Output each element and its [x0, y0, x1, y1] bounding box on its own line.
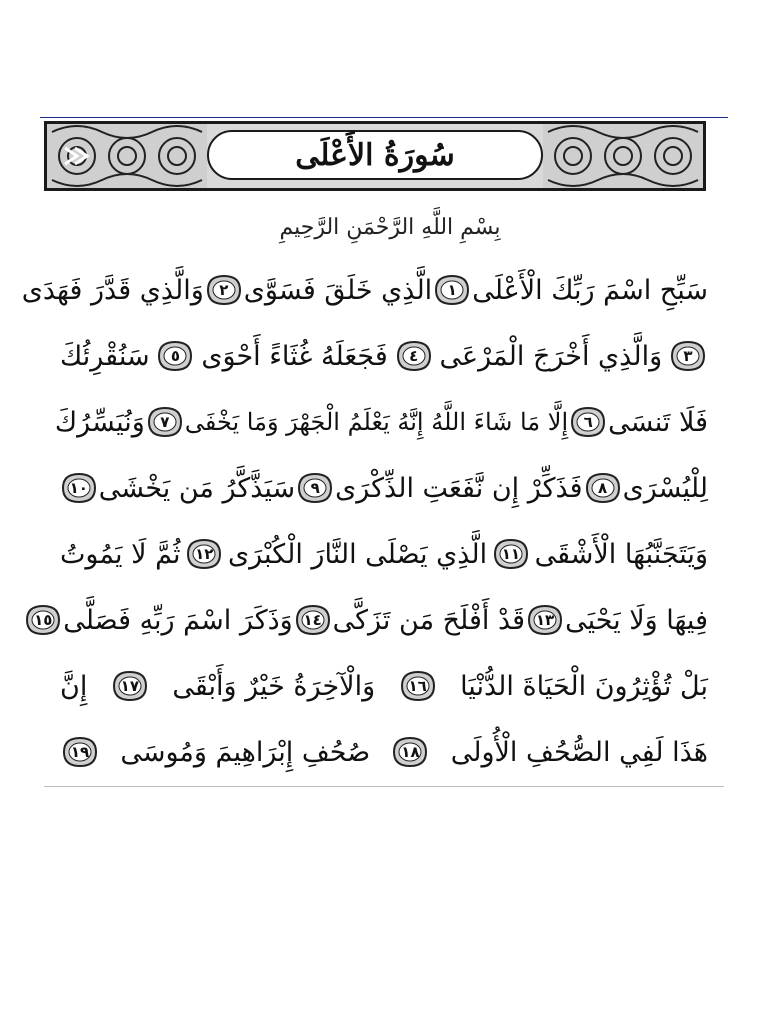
- verse-text: سَنُقْرِئُكَ: [60, 340, 150, 372]
- verse-text: وَالْآخِرَةُ خَيْرٌ وَأَبْقَى: [172, 670, 376, 702]
- verse-line: [21, 257, 716, 323]
- verse-line: [52, 455, 716, 521]
- ayah-number-marker: ١: [432, 273, 472, 307]
- ayah-number-marker: ١٢: [184, 537, 224, 571]
- surah-title-cartouche: [207, 130, 543, 180]
- verse-line: [52, 323, 716, 389]
- verse-text: لِلْيُسْرَى: [622, 472, 708, 504]
- verse-line: [34, 587, 716, 653]
- verse-text: صُحُفِ إِبْرَاهِيمَ وَمُوسَى: [120, 736, 371, 768]
- ayah-number-marker: ١٤: [293, 603, 333, 637]
- verse-text: فَجَعَلَهُ غُثَاءً أَحْوَى: [201, 340, 388, 372]
- ayah-number-marker: ١٨: [390, 735, 430, 769]
- top-rule: [40, 117, 728, 118]
- verse-text: الَّذِي خَلَقَ فَسَوَّى: [243, 274, 433, 306]
- verse-text: إِنَّ: [60, 670, 88, 702]
- surah-title: سُورَةُ الأَعْلَى: [295, 137, 455, 173]
- ayah-number-marker: ١٦: [398, 669, 438, 703]
- ayah-number-marker: ١٥: [23, 603, 63, 637]
- arabesque-ornament-right-icon: [543, 124, 703, 188]
- verse-line: [52, 521, 716, 587]
- ayah-number-marker: ١٠: [59, 471, 99, 505]
- surah-header-frame: [44, 121, 706, 191]
- ayah-number-marker: ٥: [155, 339, 195, 373]
- verse-text: سَبِّحِ اسْمَ رَبِّكَ الْأَعْلَى: [472, 274, 708, 306]
- verse-text: ثُمَّ لَا يَمُوتُ: [60, 538, 181, 570]
- verse-text: بَلْ تُؤْثِرُونَ الْحَيَاةَ الدُّنْيَا: [460, 670, 708, 702]
- ayah-number-marker: ١٩: [60, 735, 100, 769]
- verse-text: الَّذِي يَصْلَى النَّارَ الْكُبْرَى: [228, 538, 488, 570]
- bottom-rule: [44, 786, 724, 787]
- ayah-number-marker: ٦: [568, 405, 608, 439]
- verse-text: فَلَا تَنسَى: [608, 406, 708, 438]
- verse-text: فِيهَا وَلَا يَحْيَى: [565, 604, 708, 636]
- ayah-number-marker: ٧: [145, 405, 185, 439]
- ayah-number-marker: ٢: [204, 273, 244, 307]
- ayah-number-marker: ٨: [583, 471, 623, 505]
- verse-text: قَدْ أَفْلَحَ مَن تَزَكَّى: [332, 604, 526, 636]
- verse-text: وَالَّذِي أَخْرَجَ الْمَرْعَى: [439, 340, 663, 372]
- verse-text: وَالَّذِي قَدَّرَ فَهَدَى: [21, 274, 204, 306]
- ayah-number-marker: ٣: [668, 339, 708, 373]
- verse-text: فَذَكِّرْ إِن نَّفَعَتِ الذِّكْرَى: [335, 472, 583, 504]
- ayah-number-marker: ١٣: [525, 603, 565, 637]
- verse-text: وَيَتَجَنَّبُهَا الْأَشْقَى: [534, 538, 708, 570]
- verse-line: [52, 719, 716, 785]
- ayah-number-marker: ١١: [491, 537, 531, 571]
- verse-text: وَنُيَسِّرُكَ: [54, 406, 145, 438]
- verses-block: [21, 257, 716, 785]
- verse-line: [52, 653, 716, 719]
- ayah-number-marker: ١٧: [110, 669, 150, 703]
- basmala: بِسْمِ اللَّهِ الرَّحْمَنِ الرَّحِيمِ: [279, 214, 501, 240]
- verse-text: هَذَا لَفِي الصُّحُفِ الْأُولَى: [450, 736, 708, 768]
- verse-line: [52, 389, 716, 455]
- arabesque-ornament-left-icon: [47, 124, 207, 188]
- ayah-number-marker: ٤: [394, 339, 434, 373]
- verse-text: سَيَذَّكَّرُ مَن يَخْشَى: [98, 472, 296, 504]
- ayah-number-marker: ٩: [295, 471, 335, 505]
- mushaf-page: [21, 117, 728, 787]
- verse-text: إِلَّا مَا شَاءَ اللَّهُ إِنَّهُ يَعْلَمُ الْجَهْرَ وَمَا يَخْفَى: [184, 408, 569, 436]
- verse-text: وَذَكَرَ اسْمَ رَبِّهِ فَصَلَّى: [63, 604, 293, 636]
